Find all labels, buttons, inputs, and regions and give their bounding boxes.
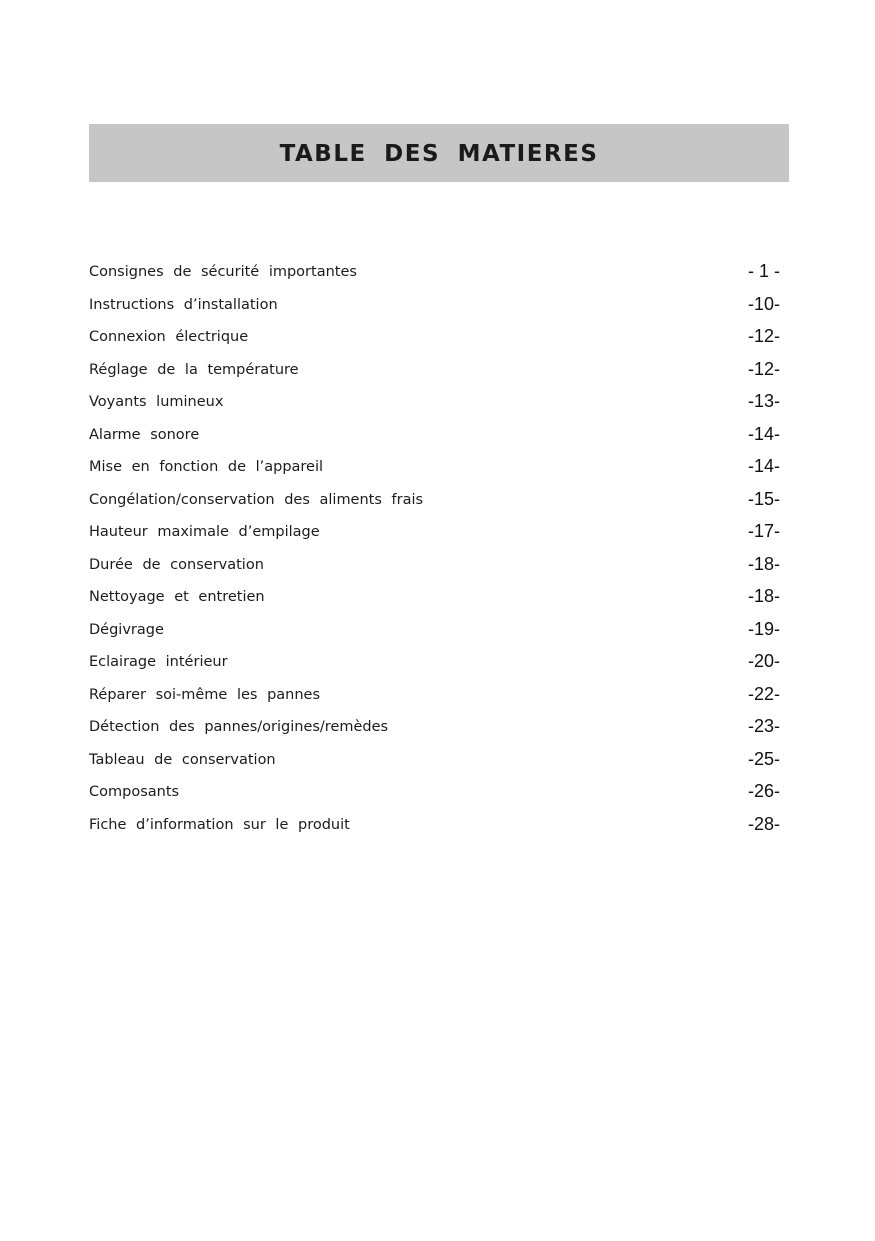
toc-entry-page: -18- xyxy=(748,586,781,606)
toc-entry[interactable] xyxy=(89,486,789,519)
toc-entry-label: Mise en fonction de l’appareil xyxy=(89,459,324,475)
toc-entry-label: Durée de conservation xyxy=(89,556,264,573)
toc-entry-page: -20- xyxy=(748,651,781,671)
toc-entry-label: Consignes de sécurité importantes xyxy=(89,264,357,280)
toc-entry-page: -17- xyxy=(748,521,781,541)
toc-entry[interactable] xyxy=(89,551,789,584)
toc-entry-page: - 1 - xyxy=(748,261,781,281)
toc-entry-label: Détection des pannes/origines/remèdes xyxy=(89,719,389,735)
toc-entry[interactable] xyxy=(89,648,789,681)
toc-entry[interactable] xyxy=(89,453,789,486)
toc-entry[interactable] xyxy=(89,291,789,324)
title-banner xyxy=(89,124,789,182)
toc-entry-label: Nettoyage et entretien xyxy=(89,589,265,605)
toc-entry[interactable] xyxy=(89,518,789,551)
toc-entry[interactable] xyxy=(89,681,789,714)
toc-entry-page: -23- xyxy=(748,716,781,736)
page-title: TABLE DES MATIERES xyxy=(279,141,599,167)
table-of-contents xyxy=(89,258,789,843)
toc-entry-page: -22- xyxy=(748,683,781,704)
toc-entry-label: Connexion électrique xyxy=(89,329,249,345)
toc-entry-page: -25- xyxy=(748,748,781,769)
toc-entry[interactable] xyxy=(89,746,789,779)
toc-entry-page: -26- xyxy=(748,781,781,801)
toc-entry[interactable] xyxy=(89,778,789,811)
toc-entry[interactable] xyxy=(89,323,789,356)
toc-entry-label: Réglage de la température xyxy=(89,361,299,378)
toc-entry-page: -13- xyxy=(748,391,781,411)
toc-entry[interactable] xyxy=(89,388,789,421)
toc-entry-page: -12- xyxy=(748,326,781,346)
toc-entry-label: Eclairage intérieur xyxy=(89,654,228,670)
toc-entry[interactable] xyxy=(89,258,789,291)
toc-entry-label: Congélation/conservation des aliments frais xyxy=(89,491,424,508)
toc-entry[interactable] xyxy=(89,421,789,454)
toc-entry-label: Fiche d’information sur le produit xyxy=(89,816,350,833)
toc-entry-label: Hauteur maximale d’empilage xyxy=(89,524,320,540)
toc-entry-label: Voyants lumineux xyxy=(89,394,224,410)
toc-entry-page: -12- xyxy=(748,358,781,379)
toc-entry[interactable] xyxy=(89,811,789,844)
toc-entry-label: Dégivrage xyxy=(89,621,164,638)
toc-entry-page: -18- xyxy=(748,553,781,574)
toc-entry[interactable] xyxy=(89,616,789,649)
toc-entry-label: Tableau de conservation xyxy=(89,751,276,768)
toc-entry-page: -19- xyxy=(748,618,781,639)
toc-entry-label: Réparer soi-même les pannes xyxy=(89,686,321,703)
toc-entry-page: -28- xyxy=(748,813,781,834)
toc-entry-label: Alarme sonore xyxy=(89,426,200,443)
toc-entry-label: Composants xyxy=(89,784,180,800)
toc-entry-page: -14- xyxy=(748,456,781,476)
toc-entry-page: -10- xyxy=(748,293,781,314)
toc-entry-label: Instructions d’installation xyxy=(89,296,278,313)
toc-entry[interactable] xyxy=(89,356,789,389)
toc-entry-page: -14- xyxy=(748,423,781,444)
toc-entry[interactable] xyxy=(89,583,789,616)
toc-entry-page: -15- xyxy=(748,488,781,509)
toc-entry[interactable] xyxy=(89,713,789,746)
